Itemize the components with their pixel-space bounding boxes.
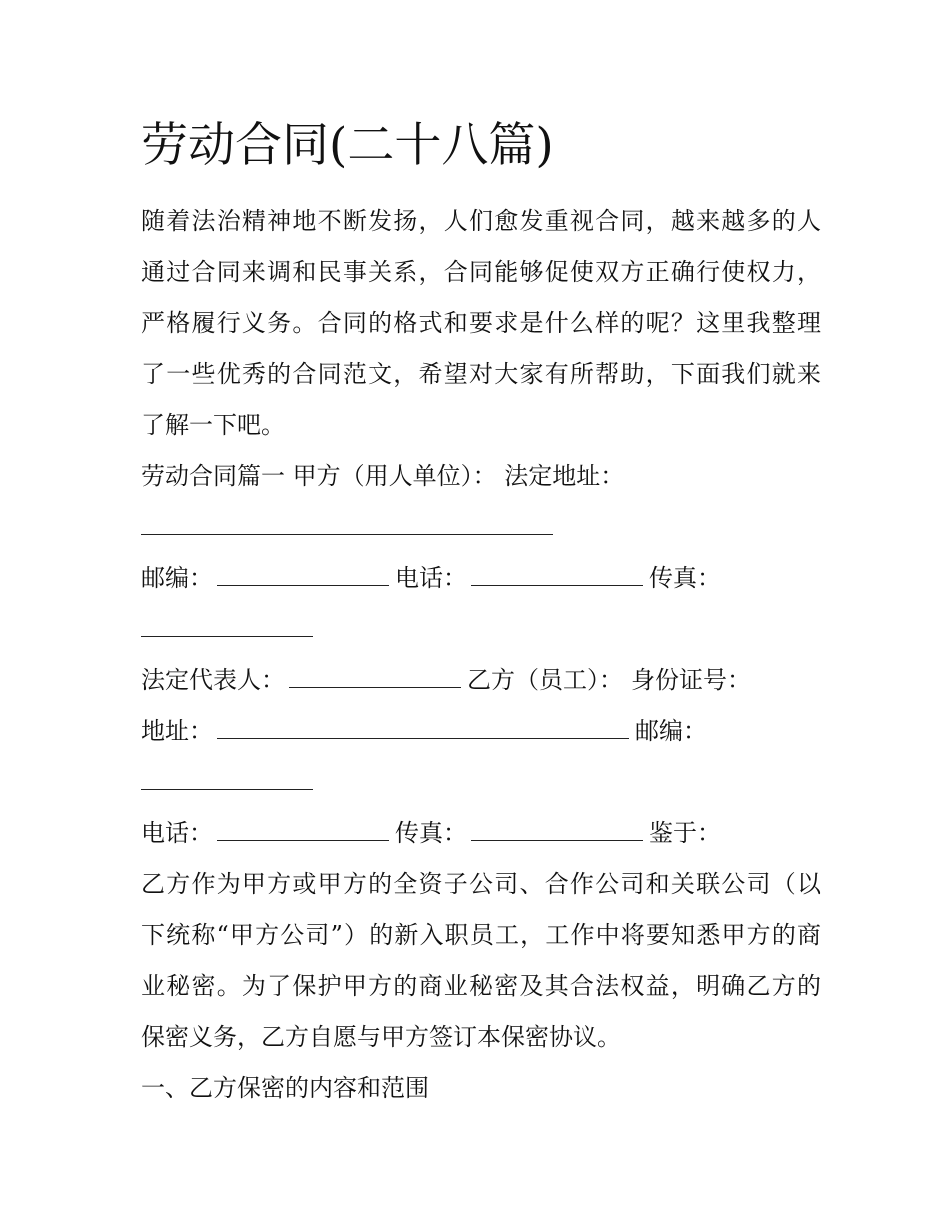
party-b-label: 乙方（员工）： [467,666,623,694]
clause-line: 乙方作为甲方或甲方的全资子公司、合作公司和关联公司（以 [141,870,821,898]
intro-line: 了一些优秀的合同范文，希望对大家有所帮助，下面我们就来 [141,360,821,388]
postcode-blank[interactable] [217,553,389,586]
id-number-label: 身份证号： [631,666,751,694]
address-blank[interactable] [217,706,629,739]
postcode-label: 邮编： [141,564,213,592]
section-heading: 一、乙方保密的内容和范围 [141,1074,429,1102]
legal-address-blank[interactable] [141,502,553,535]
fax-label: 传真： [649,564,721,592]
form-row-representative [141,655,821,706]
form-row-contact-2 [141,808,821,859]
intro-line: 通过合同来调和民事关系，合同能够促使双方正确行使权力， [141,258,821,286]
form-row-fax-blank [141,604,821,655]
postcode-label-2: 邮编： [635,717,707,745]
clause-line: 保密义务，乙方自愿与甲方签订本保密协议。 [141,1023,621,1051]
phone-label: 电话： [395,564,467,592]
legal-rep-blank[interactable] [289,655,461,688]
form-row-address-blank [141,502,821,553]
phone-blank-2[interactable] [217,808,389,841]
address-label: 地址： [141,717,213,745]
document-title: 劳动合同(二十八篇) [141,118,554,173]
fax-label-2: 传真： [395,819,467,847]
document-body [141,196,821,1114]
form-row-contact [141,553,821,604]
fax-blank[interactable] [141,604,313,637]
intro-line: 随着法治精神地不断发扬，人们愈发重视合同，越来越多的人 [141,207,821,235]
fax-blank-2[interactable] [471,808,643,841]
form-heading: 劳动合同篇一 甲方（用人单位）： 法定地址： [141,462,625,490]
intro-line: 了解一下吧。 [141,411,285,439]
clause-line: 业秘密。为了保护甲方的商业秘密及其合法权益，明确乙方的 [141,972,821,1000]
postcode-blank-2[interactable] [141,757,313,790]
phone-blank[interactable] [471,553,643,586]
clause-line: 下统称“甲方公司”）的新入职员工，工作中将要知悉甲方的商 [141,921,821,949]
intro-line: 严格履行义务。合同的格式和要求是什么样的呢？这里我整理 [141,309,821,337]
whereas-label: 鉴于： [649,819,721,847]
phone-label-2: 电话： [141,819,213,847]
legal-rep-label: 法定代表人： [141,666,285,694]
form-row-address [141,706,821,757]
form-row-postcode-blank [141,757,821,808]
